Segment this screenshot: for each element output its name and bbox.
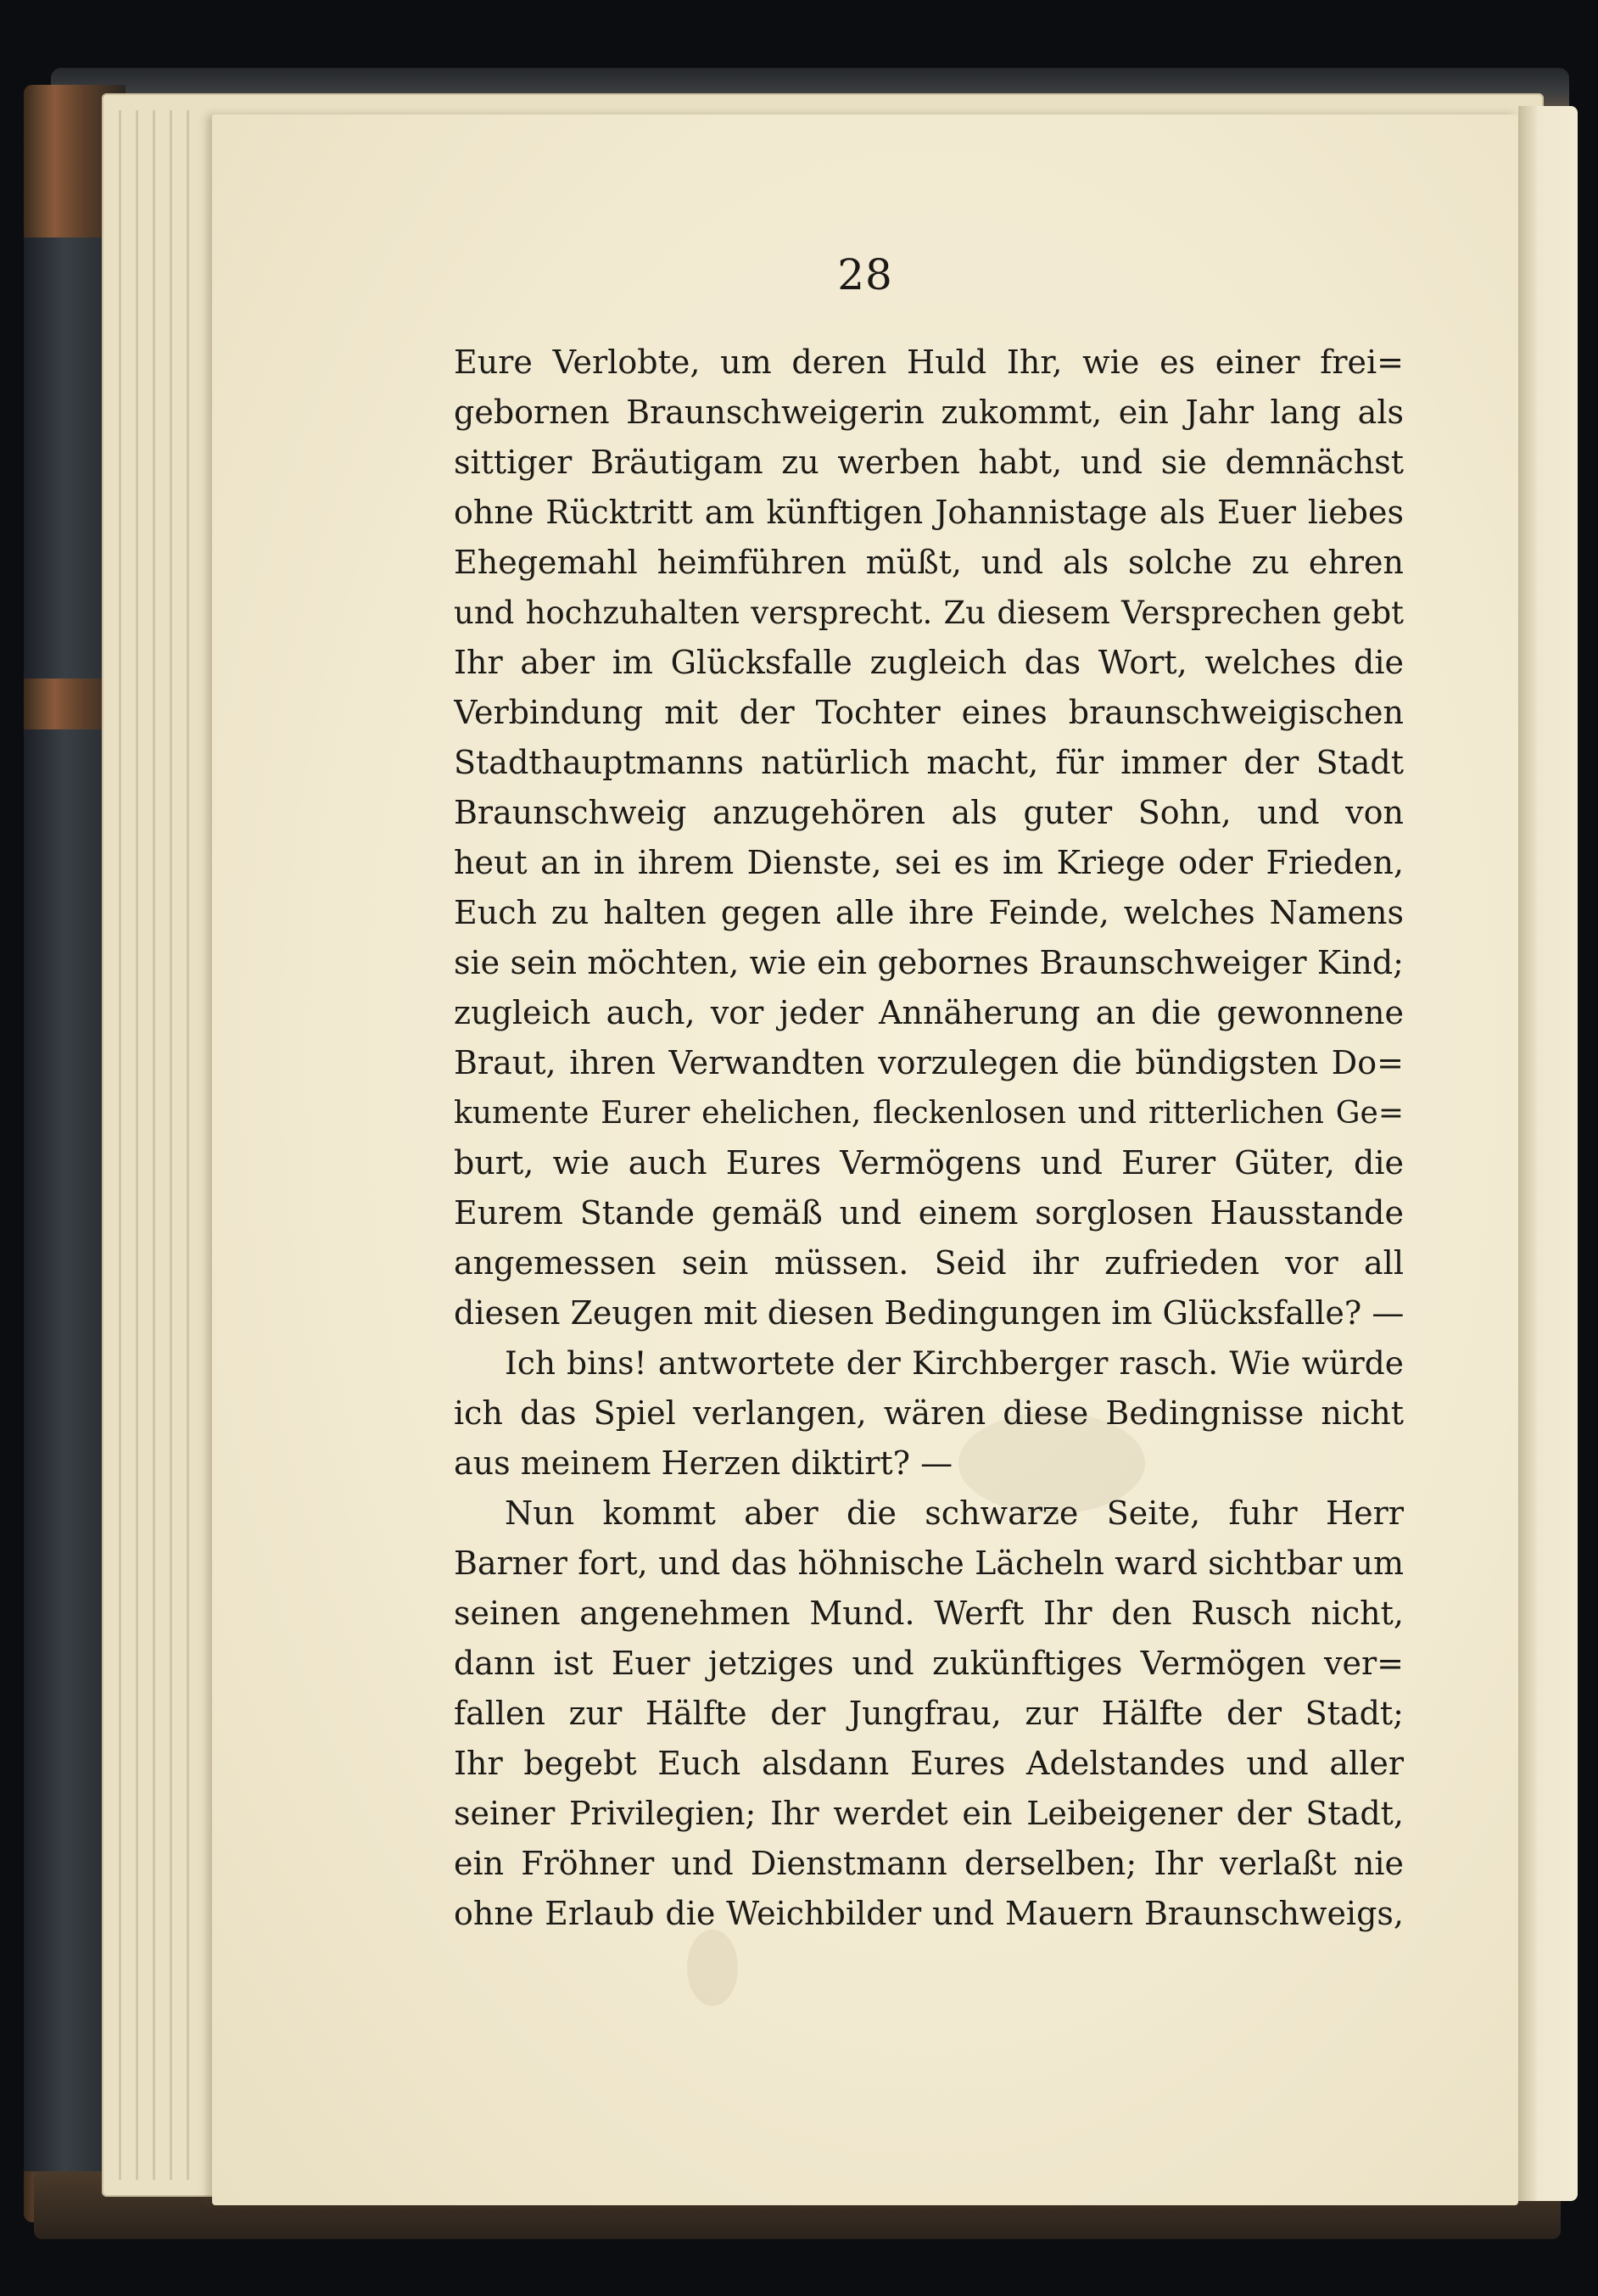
text-line: und hochzuhalten versprecht. Zu diesem Versprechen gebt <box>454 595 1404 631</box>
text-line: ein Fröhner und Dienstmann derselben; Ihr verlaßt nie <box>454 1845 1404 1882</box>
text-line: fallen zur Hälfte der Jungfrau, zur Hälfte der Stadt; <box>454 1695 1404 1732</box>
text-line: sie sein möchten, wie ein gebornes Braunschweiger Kind; <box>454 944 1404 981</box>
text-line: dann ist Euer jetziges und zukünftiges Vermögen ver= <box>454 1645 1404 1682</box>
text-line: Verbindung mit der Tochter eines braunschweigischen <box>454 694 1404 731</box>
text-line: Stadthauptmanns natürlich macht, für immer der Stadt <box>454 744 1404 781</box>
text-line: sittiger Bräutigam zu werben habt, und sie demnächst <box>454 444 1404 481</box>
text-line: Ihr begebt Euch alsdann Eures Adelstandes und aller <box>454 1745 1404 1782</box>
page-leaf-edge <box>170 110 172 2180</box>
text-line: ich das Spiel verlangen, wären diese Bedingnisse nicht <box>454 1394 1404 1432</box>
page-leaf-edge <box>187 110 189 2180</box>
text-line: Ich bins! antwortete der Kirchberger rasch. Wie würde <box>505 1344 1404 1382</box>
text-line: seiner Privilegien; Ihr werdet ein Leibeigener der Stadt, <box>454 1795 1404 1832</box>
page-leaf-edge <box>136 110 138 2180</box>
text-line: ohne Erlaub die Weichbilder und Mauern Braunschweigs, <box>454 1895 1404 1932</box>
text-line: Barner fort, und das höhnische Lächeln ward sichtbar um <box>454 1545 1404 1582</box>
text-line: seinen angenehmen Mund. Werft Ihr den Rusch nicht, <box>454 1595 1404 1632</box>
page-leaf-edge <box>153 110 155 2180</box>
text-line: Euch zu halten gegen alle ihre Feinde, welches Namens <box>454 894 1404 931</box>
text-line: gebornen Braunschweigerin zukommt, ein Jahr lang als <box>454 394 1404 431</box>
page-number: 28 <box>837 250 893 299</box>
paper-stain <box>687 1930 738 2006</box>
text-line: zugleich auch, vor jeder Annäherung an die gewonnene <box>454 994 1404 1031</box>
page-leaf-edge <box>119 110 121 2180</box>
text-line: Braut, ihren Verwandten vorzulegen die bündigsten Do= <box>454 1044 1404 1081</box>
text-line: aus meinem Herzen diktirt? — <box>454 1444 953 1482</box>
text-line: Eure Verlobte, um deren Huld Ihr, wie es einer frei= <box>454 344 1404 381</box>
facing-page-edge <box>1518 106 1578 2201</box>
text-line: Braunschweig anzugehören als guter Sohn, und von <box>454 794 1404 831</box>
text-line: Nun kommt aber die schwarze Seite, fuhr Herr <box>505 1494 1404 1532</box>
text-line: Eurem Stande gemäß und einem sorglosen Hausstande <box>454 1194 1404 1232</box>
text-line: Ehegemahl heimführen müßt, und als solche zu ehren <box>454 544 1404 581</box>
text-line: diesen Zeugen mit diesen Bedingungen im Glücksfalle? — <box>454 1294 1404 1332</box>
book-page <box>212 115 1518 2205</box>
text-line: angemessen sein müssen. Seid ihr zufrieden vor all <box>454 1244 1404 1282</box>
text-line: Ihr aber im Glücksfalle zugleich das Wort, welches die <box>454 644 1404 681</box>
body-text <box>454 338 1404 1939</box>
text-line: heut an in ihrem Dienste, sei es im Kriege oder Frieden, <box>454 844 1404 881</box>
text-line: ohne Rücktritt am künftigen Johannistage als Euer liebes <box>454 494 1404 531</box>
text-line: kumente Eurer ehelichen, fleckenlosen und ritterlichen Ge= <box>454 1096 1404 1131</box>
text-line: burt, wie auch Eures Vermögens und Eurer Güter, die <box>454 1144 1404 1182</box>
